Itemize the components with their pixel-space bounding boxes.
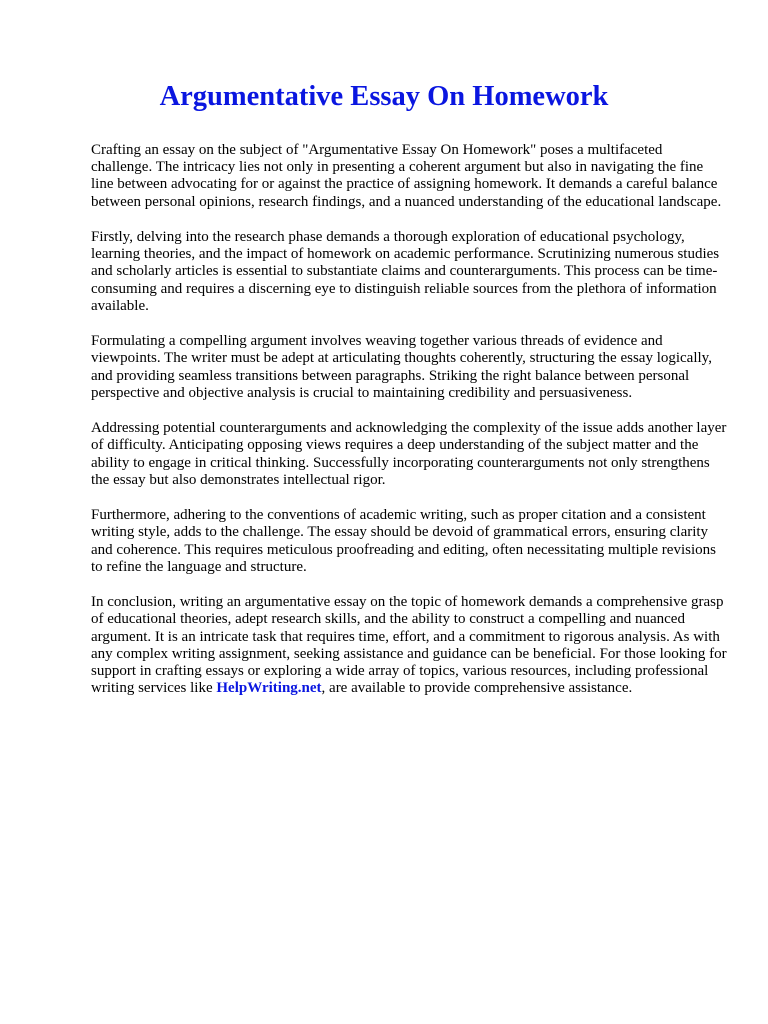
- paragraph-research: Firstly, delving into the research phase demands a thorough exploration of educational psychology, learning theories, and the impact of homework on academic performance. Scrutinizing numerous studies and scholarly articles is essential to substantiate claims and counterarguments. This process can be time-consuming and requires a discerning eye to distinguish reliable sources from the plethora of information available.: [91, 229, 720, 314]
- document-title: Argumentative Essay On Homework: [159, 81, 609, 112]
- conclusion-text: In conclusion, writing an argumentative essay on the topic of homework demands a comprehensive grasp of educational theories, adept research skills, and the ability to construct a compelling and nuanced argument. It is an intricate task that requires time, effort, and a commitment to rigorous analysis. As with any complex writing assignment, seeking assistance and guidance can be beneficial. For those looking for support in crafting essays or exploring a wide array of topics, various resources, including professional writing services like: [91, 594, 727, 697]
- paragraph-intro: Crafting an essay on the subject of "Argumentative Essay On Homework" poses a multifaceted challenge. The intricacy lies not only in presenting a coherent argument but also in navigating the fine line between advocating for or against the practice of assigning homework. It demands a careful balance between personal opinions, research findings, and a nuanced understanding of the educational landscape.: [91, 142, 722, 210]
- paragraph-argument: Formulating a compelling argument involves weaving together various threads of evidence and viewpoints. The writer must be adept at articulating thoughts coherently, structuring the essay logically, and providing seamless transitions between paragraphs. Striking the right balance between personal perspective and objective analysis is crucial to maintaining credibility and persuasiveness.: [91, 333, 712, 401]
- conclusion-text-end: , are available to provide comprehensive assistance.: [321, 680, 633, 697]
- paragraph-counterarguments: Addressing potential counterarguments and acknowledging the complexity of the issue adds another layer of difficulty. Anticipating opposing views requires a deep understanding of the subject matter and the ability to engage in critical thinking. Successfully incorporating counterarguments not only strengthens the essay but also demonstrates intellectual rigor.: [91, 420, 727, 488]
- paragraph-conventions: Furthermore, adhering to the conventions of academic writing, such as proper citation and a consistent writing style, adds to the challenge. The essay should be devoid of grammatical errors, ensuring clarity and coherence. This requires meticulous proofreading and editing, often necessitating multiple revisions to refine the language and structure.: [91, 507, 716, 575]
- helpwriting-link[interactable]: HelpWriting.net: [216, 680, 322, 697]
- paragraph-conclusion: [91, 594, 727, 697]
